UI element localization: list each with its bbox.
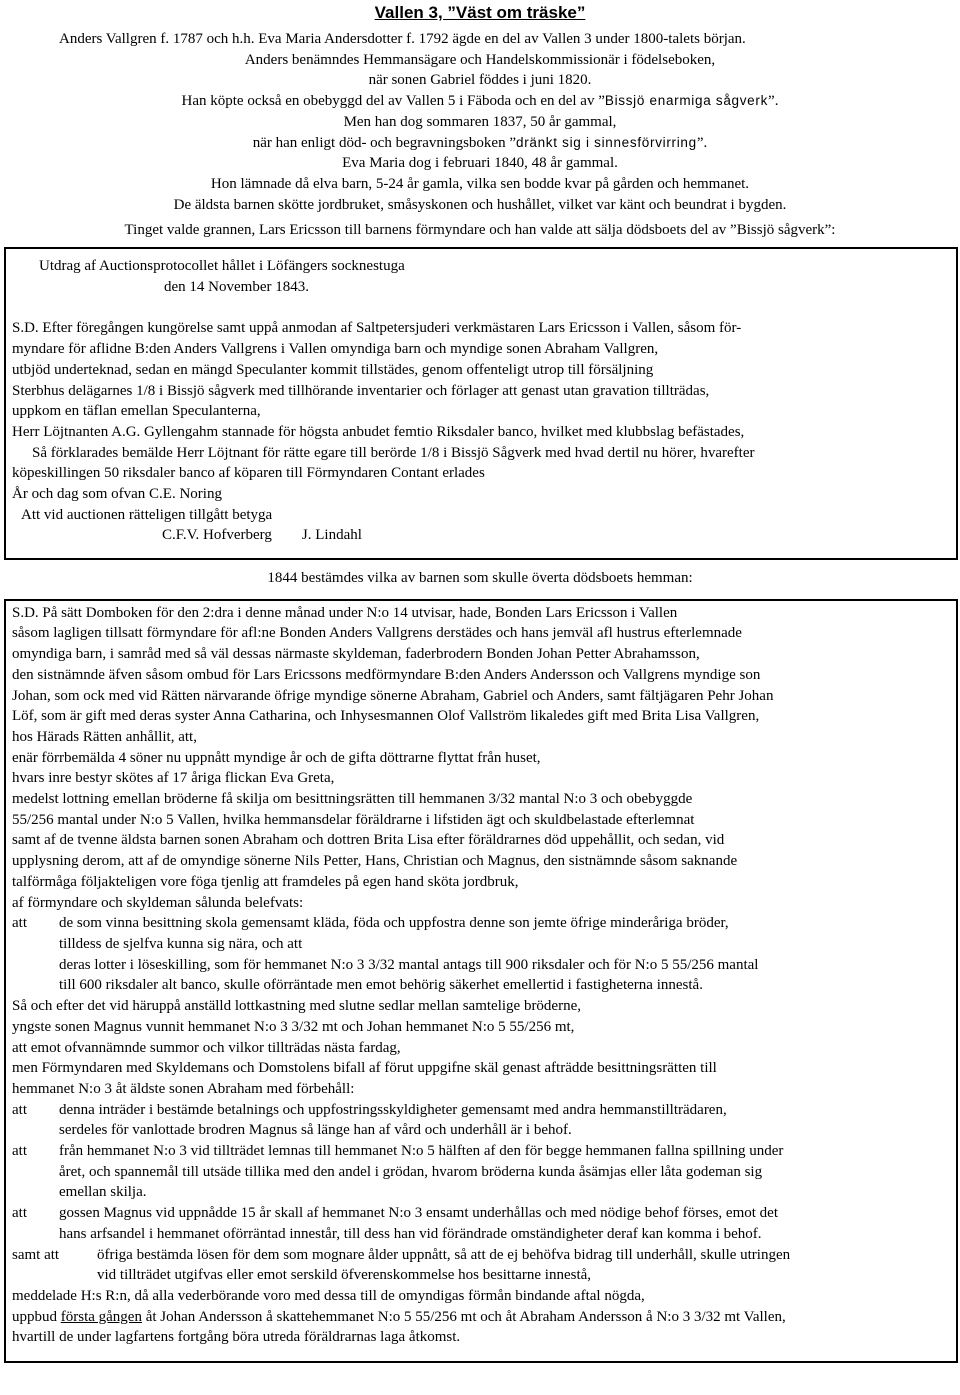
record-line: hvars inre bestyr skötes af 17 åriga flickan Eva Greta, (12, 770, 335, 787)
record-line: omyndiga barn, i samråd med så väl dessas närmaste skyldeman, faderbrodern Bonden Johan Petter Abrahamsson, (12, 646, 700, 663)
condition-item (12, 1100, 950, 1141)
condition-text (59, 1141, 950, 1203)
protocol-line: Att vid auctionen rätteligen tillgått betyga (21, 506, 273, 523)
intro-text: när han enligt död- och begravningsboken ” (252, 134, 516, 151)
protocol-line: myndare för aflidne B:den Anders Vallgrens i Vallen omyndiga barn och myndige sonen Abraham Vallgren, (12, 341, 659, 358)
record-line: hemmanet N:o 3 åt äldste sonen Abraham med förbehåll: (12, 1080, 355, 1097)
intro-line (8, 133, 952, 154)
record-line: den sistnämnde äfven såsom ombud för Lars Ericssons medförmyndare B:den Anders Andersson och Vallgrens myndige son (12, 666, 761, 683)
intro-line: Eva Maria dog i februari 1840, 48 år gammal. (342, 155, 618, 172)
condition-line: de som vinna besittning skola gemensamt kläda, föda och uppfostra denne son jemte öfrige minderåriga bröder, (59, 915, 729, 932)
record-line: Så och efter det vid häruppå anställd lottkastning med slutne sedlar mellan samtelige bröderne, (12, 998, 581, 1015)
protocol-line: utbjöd underteknad, sedan en mängd Speculanter kommit tillstädes, genom offenteligt utrop till försäljning (12, 361, 654, 378)
protocol-line: S.D. Efter föregången kungörelse samt uppå anmodan af Saltpetersjuderi verkmästaren Lars Ericsson i Vallen, såsom för- (12, 320, 742, 337)
condition-marker: att (12, 1143, 27, 1160)
protocol-line: köpeskillingen 50 riksdaler banco af köparen till Förmyndaren Contant erlades (12, 465, 485, 482)
condition-item (12, 1245, 950, 1286)
record-line: hvartill de under lagfartens fortgång böra utreda föräldrarnas laga åtkomst. (12, 1329, 461, 1346)
condition-line: året, och spannemål till utsäde tillika med den andel i grödan, hvarom bröderna kunda åsämjas eller låta godeman sig (59, 1163, 763, 1180)
condition-line: deras lotter i löseskilling, som för hemmanet N:o 3 3/32 mantal antags till 900 riksdaler och för N:o 5 55/256 mantal (59, 956, 759, 973)
protocol-line: Så förklarades bemälde Herr Löjtnant för rätte egare till berörde 1/8 i Bissjö Sågverk med hvad dertil nu hörer, hvarefter (32, 444, 755, 461)
condition-text (59, 1100, 950, 1141)
condition-line: serdeles för vanlottade brodren Magnus så länge han af vård och underhåll är i behof. (59, 1122, 572, 1139)
record-line: men Förmyndaren med Skyldemans och Domstolens bifall af förut uppgifne skäl genast afträdde besittningsrätten till (12, 1060, 717, 1077)
record-line: Johan, som ock med vid Rätten närvarande öfrige myndige sönerne Abraham, Gabriel och Anders, samt fältjägaren Pehr Johan (12, 687, 774, 704)
condition-marker: att (12, 915, 27, 932)
condition-marker: att (12, 1205, 27, 1222)
condition-text (97, 1245, 950, 1286)
record-line: medelst lottning emellan bröderne få skilja om besittningsrätten till hemmanen 3/32 mantal N:o 3 och obebyggde (12, 791, 693, 808)
record-line: meddelade H:s R:n, då alla vederbörande voro med dessa till de omyndigas förmån bindande aftal nögda, (12, 1287, 645, 1304)
record-line: hos Härads Rätten anhållit, att, (12, 728, 197, 745)
record-line: 55/256 mantal under N:o 5 Vallen, hvilka hemmansdelar föräldrarne i lifstiden ägt och skuldbelastade efterlemnat (12, 811, 695, 828)
protocol-line: Herr Löjtnanten A.G. Gyllengahm stannade för högsta anbudet femtio Riksdaler banco, hvilket med klubbslag befästades, (12, 423, 745, 440)
protocol-line: uppkom en täflan emellan Speculanterna, (12, 403, 261, 420)
quoted-name: Bissjö enarmiga sågverk (604, 93, 769, 109)
court-record-box (4, 599, 958, 1363)
intro-line: när sonen Gabriel föddes i juni 1820. (368, 72, 592, 89)
record-line: S.D. På sätt Domboken för den 2:dra i denne månad under N:o 14 utvisar, hade, Bonden Lars Ericsson i Vallen (12, 604, 678, 621)
intro-text: ”. (696, 134, 708, 151)
record-line: enär förrbemälda 4 söner nu uppnått myndige år och de gifta döttrarne flyttat från huset, (12, 749, 541, 766)
condition-line: öfriga bestämda lösen för dem som mognare ålder uppnått, så att de ej behöfva bidrag till underhåll, skulle utringen (97, 1246, 791, 1263)
intro-line: Tinget valde grannen, Lars Ericsson till barnens förmyndare och han valde att sälja dödsboets del av ”Bissjö sågverk”: (124, 222, 836, 239)
condition-text (59, 1203, 950, 1244)
protocol-heading (12, 256, 950, 297)
quoted-cause: dränkt sig i sinnesförvirring (515, 134, 697, 150)
intro-section (0, 29, 960, 241)
condition-line: emellan skilja. (59, 1184, 147, 1201)
protocol-date: den 14 November 1843. (164, 278, 309, 295)
condition-marker: samt att (12, 1246, 60, 1263)
underlined-text: första gången (60, 1308, 142, 1325)
intro-line: Anders benämndes Hemmansägare och Handelskommissionär i födelseboken, (244, 51, 716, 68)
intro-line (8, 91, 952, 112)
record-line: att emot ofvannämnde summor och vilkor tillträdas nästa fardag, (12, 1039, 401, 1056)
intro-line: De äldsta barnen skötte jordbruket, småsyskonen och hushållet, vilket var känt och beundrat i bygden. (173, 196, 787, 213)
intro-text: ”. (768, 93, 779, 110)
condition-line: vid tillträdet utgifvas eller emot serskild öfverenskommelse hos besittarne innestå, (97, 1267, 592, 1284)
condition-line: hans arfsandel i hemmanet oförräntad innestår, till dess han vid förändrade omständigheter deraf kan komma i behof. (59, 1225, 762, 1242)
condition-line: denna inträder i bestämde betalnings och uppfostringsskyldigheter gemensamt med andra hemmanstillträdaren, (59, 1101, 727, 1118)
protocol-signatures: C.F.V. Hofverberg J. Lindahl (162, 527, 362, 544)
protocol-signature-line: År och dag som ofvan C.E. Noring (12, 486, 222, 503)
page-title: Vallen 3, ”Väst om träske” (374, 3, 586, 22)
condition-line: från hemmanet N:o 3 vid tillträdet lemnas till hemmanet N:o 5 hälften af den för begge hemmanen fallna spillning under (59, 1143, 784, 1160)
intro-line: Hon lämnade då elva barn, 5-24 år gamla, vilka sen bodde kvar på gården och hemmanet. (210, 175, 750, 192)
record-line: samt af de tvenne äldsta barnen sonen Abraham och dottren Brita Lisa efter föräldrarnes död uppehållit, och sedan, vid (12, 832, 725, 849)
auction-protocol-box (4, 247, 958, 560)
condition-item (12, 1203, 950, 1244)
intro-text: Han köpte också en obebyggd del av Vallen 5 i Fäboda och en del av ” (181, 93, 605, 110)
condition-line: gossen Magnus vid uppnådde 15 år skall af hemmanet N:o 3 ensamt underhållas och med nödige behof förses, emot det (59, 1205, 778, 1222)
record-line (12, 1307, 950, 1328)
condition-marker: att (12, 1101, 27, 1118)
record-line: talförmåga följakteligen vore föga tjenlig att framdeles på egen hand sköta jordbruk, (12, 873, 519, 890)
condition-line: tilldess de sjelfva kunna sig nära, och att (59, 935, 303, 952)
record-text: åt Johan Andersson å skattehemmanet N:o 5 55/256 mt och åt Abraham Andersson å N:o 3 3/32 mt Vallen, (141, 1308, 786, 1325)
record-text: uppbud (12, 1308, 61, 1325)
protocol-line: Sterbhus delägarnes 1/8 i Bissjö sågverk med tillhörande inventarier och förlager att genast utan gravation tillträdas, (12, 382, 710, 399)
condition-text (59, 913, 950, 996)
condition-item (12, 913, 950, 996)
protocol-heading-line: Utdrag af Auctionsprotocollet hållet i Löfängers socknestuga (39, 258, 405, 275)
condition-item (12, 1141, 950, 1203)
record-line: upplysning derom, att af de omyndige sönerne Nils Petter, Hans, Christian och Magnus, den sistnämnde såsom saknande (12, 853, 738, 870)
intro-line: Anders Vallgren f. 1787 och h.h. Eva Maria Andersdotter f. 1792 ägde en del av Vallen 3 under 1800-talets början. (59, 31, 746, 47)
record-line: af förmyndare och skyldeman sålunda belefvats: (12, 894, 304, 911)
intro-line: Men han dog sommaren 1837, 50 år gammal, (343, 113, 617, 130)
record-line: yngste sonen Magnus vunnit hemmanet N:o 3 3/32 mt och Johan hemmanet N:o 5 55/256 mt, (12, 1018, 575, 1035)
record-line: såsom lagligen tillsatt förmyndare för afl:ne Bonden Anders Vallgrens derstädes och hans jemväl afl hustrus efterlemnade (12, 625, 742, 642)
condition-line: till 600 riksdaler alt banco, skulle oförräntade men emot behörig säkerhet emellertid i fastigheterna innestå. (59, 977, 703, 994)
section-separator-text: 1844 bestämdes vilka av barnen som skulle överta dödsboets hemman: (267, 570, 693, 587)
record-line: Löf, som är gift med deras syster Anna Catharina, och Inhysesmannen Olof Vallström likaledes gift med Brita Lisa Vallgren, (12, 708, 760, 725)
